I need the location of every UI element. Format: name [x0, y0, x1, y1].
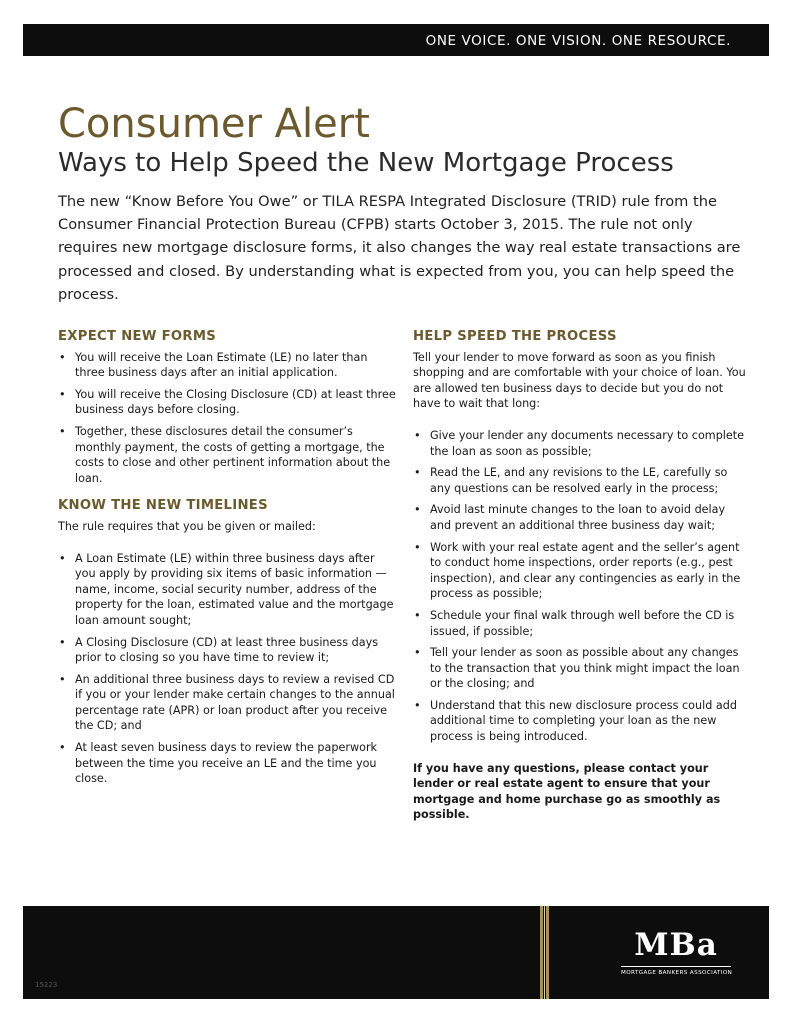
list-item — [413, 645, 748, 692]
list-item-text: Work with your real estate agent and the seller’s agent to conduct home inspections, order reports (e.g., pest inspection), and clear any contingencies as early in the process as possible; — [430, 540, 741, 601]
intro-paragraph: The new “Know Before You Owe” or TILA RESPA Integrated Disclosure (TRID) rule from the Consumer Financial Protection Bureau (CFPB) starts October 3, 2015. The rule not only requires new mortgage disclosure forms, it also changes the way real estate transactions are processed and closed. By understanding what is expected from you, you can help speed the process. — [58, 193, 741, 303]
list-item — [413, 428, 748, 459]
bullet-icon: • — [414, 540, 421, 554]
bullet-icon: • — [59, 387, 66, 401]
list-item-text: Together, these disclosures detail the consumer’s monthly payment, the costs of getting a mortgage, the costs to close and other pertinent information about the loan. — [75, 424, 391, 485]
list-item — [58, 672, 398, 734]
list-item-text: Avoid last minute changes to the loan to avoid delay and prevent an additional three business day wait; — [430, 503, 726, 532]
list-item-text: An additional three business days to review a revised CD if you or your lender make certain changes to the annual percentage rate (APR) or loan product after you receive the CD; and — [75, 672, 395, 733]
list-item — [58, 387, 398, 418]
mba-logo — [621, 928, 731, 976]
bullet-icon: • — [59, 350, 66, 364]
expect-heading: EXPECT NEW FORMS — [58, 329, 217, 344]
list-item — [413, 540, 748, 602]
list-item — [58, 424, 398, 486]
list-item-text: At least seven business days to review the paperwork between the time you receive an LE and the time you close. — [75, 741, 378, 786]
list-item — [58, 551, 398, 629]
timelines-list — [58, 551, 398, 787]
list-item — [413, 502, 748, 533]
list-item-text: Give your lender any documents necessary to complete the loan as soon as possible; — [430, 428, 745, 458]
list-item-text: You will receive the Loan Estimate (LE) no later than three business days after an initial application. — [75, 350, 368, 380]
list-item-text: Read the LE, and any revisions to the LE, carefully so any questions can be resolved early in the process; — [430, 466, 728, 495]
page-title: Consumer Alert — [58, 101, 370, 147]
speed-heading: HELP SPEED THE PROCESS — [413, 329, 617, 344]
bullet-icon: • — [59, 741, 66, 755]
list-item — [413, 465, 748, 496]
speed-list — [413, 428, 748, 745]
logo-name: MORTGAGE BANKERS ASSOCIATION — [621, 970, 733, 976]
list-item — [58, 740, 398, 787]
list-item — [413, 698, 748, 745]
page-subtitle: Ways to Help Speed the New Mortgage Process — [58, 148, 674, 178]
bullet-icon: • — [414, 503, 421, 517]
document-code: 15223 — [35, 981, 58, 989]
closing-note: If you have any questions, please contact your lender or real estate agent to ensure that your mortgage and home purchase go as smoothly as possible. — [413, 761, 721, 822]
list-item-text: Schedule your final walk through well before the CD is issued, if possible; — [430, 608, 735, 638]
logo-mark: MBa — [634, 927, 718, 963]
list-item-text: You will receive the Closing Disclosure (CD) at least three business days before closing. — [75, 387, 396, 417]
list-item-text: Tell your lender as soon as possible about any changes to the transaction that you think might impact the loan or the closing; and — [430, 646, 740, 691]
footer-stripe — [544, 906, 545, 999]
list-item-text: Understand that this new disclosure process could add additional time to completing your loan as the new process is being introduced. — [430, 698, 737, 744]
bullet-icon: • — [59, 635, 66, 649]
right-column — [413, 329, 748, 823]
bullet-icon: • — [414, 428, 421, 442]
timelines-heading: KNOW THE NEW TIMELINES — [58, 498, 268, 514]
speed-intro: Tell your lender to move forward as soon as you finish shopping and are comfortable with your choice of loan. You are allowed ten business days to decide but you do not have to wait that long: — [413, 350, 746, 411]
bullet-icon: • — [414, 608, 421, 622]
bullet-icon: • — [59, 672, 66, 686]
list-item-text: A Loan Estimate (LE) within three business days after you apply by providing six items of basic information — name, income, social security number, address of the property for the loan, estimated value and the mortgage loan amount sought; — [75, 551, 394, 627]
bullet-icon: • — [59, 551, 66, 565]
timelines-intro: The rule requires that you be given or mailed: — [58, 519, 316, 533]
bullet-icon: • — [414, 698, 421, 712]
footer-stripe — [546, 906, 549, 999]
footer-banner — [23, 906, 769, 999]
list-item — [413, 608, 748, 639]
footer-stripe — [540, 906, 543, 999]
list-item-text: A Closing Disclosure (CD) at least three business days prior to closing so you have time to review it; — [75, 635, 379, 665]
tagline: ONE VOICE. ONE VISION. ONE RESOURCE. — [425, 33, 731, 49]
bullet-icon: • — [414, 466, 421, 480]
bullet-icon: • — [59, 424, 66, 438]
logo-divider — [621, 966, 731, 967]
expect-list — [58, 350, 398, 487]
bullet-icon: • — [414, 646, 421, 660]
top-banner — [23, 24, 769, 56]
left-column — [58, 329, 398, 793]
list-item — [58, 635, 398, 666]
list-item — [58, 350, 398, 381]
